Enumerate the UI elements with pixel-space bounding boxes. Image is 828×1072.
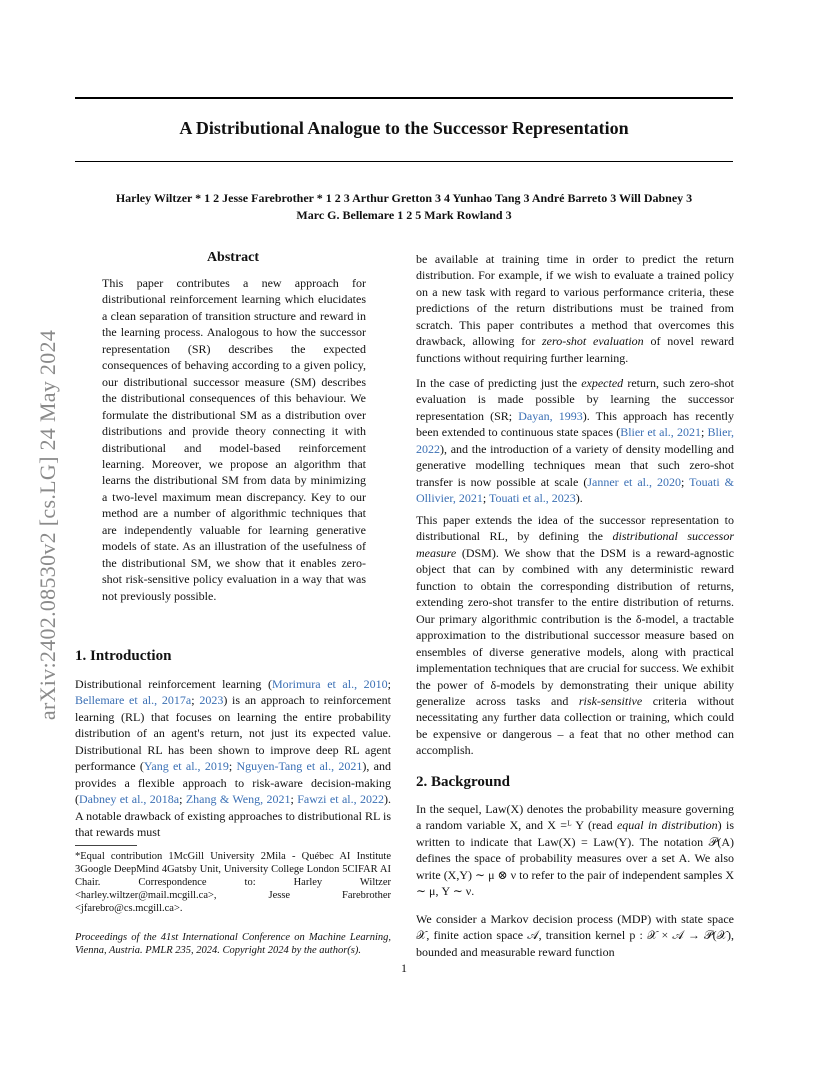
abstract-heading: Abstract (206, 250, 260, 265)
citation-link[interactable]: Touati & Ollivier, 2021 (416, 474, 735, 506)
arxiv-sidebar (35, 290, 60, 760)
author-list (60, 190, 748, 224)
right-paragraph-4: In the sequel, Law(X) denotes the probability measure governing a random variable X, and X =ᴸ Y (read equal in distribution) is written to indicate that Law(X) = Law(Y). The notation 𝒫(A) defines the space of probability measures over a set A. We also write (X,Y) ∼ μ ⊗ ν to refer to the pair of independent samples X ∼ μ, Y ∼ ν. (416, 802, 734, 899)
intro-heading: 1. Introduction (75, 648, 172, 664)
right-paragraph-1: be available at training time in order to predict the return distribution. For example, if we wish to evaluate a trained policy on a new task with regard to various performance criteria, these predictions of the return distributions must be trained from scratch. This paper contributes a method that overcomes this drawback, allowing for zero-shot evaluation of novel reward functions without requiring further learning. (416, 252, 735, 365)
proceedings-note: Proceedings of the 41st International Conference on Machine Learning, Vienna, Austria. PMLR 235, 2024. Copyright 2024 by the author(s). (75, 932, 391, 956)
citation-link[interactable]: Zhang & Weng, 2021 (185, 792, 291, 807)
author-line-2: Marc G. Bellemare 1 2 5 Mark Rowland 3 (296, 208, 512, 222)
citation-link[interactable]: Nguyen-Tang et al., 2021 (236, 759, 363, 774)
right-paragraph-3: This paper extends the idea of the successor representation to distributional RL, by defining the distributional successor measure (DSM). We show that the DSM is a reward-agnostic object that can by combined with any deterministic reward function to obtain the corresponding distribution of returns, extending zero-shot transfer to the entire distribution of returns. Our primary algorithmic contribution is the δ-model, a tractable approximation to the distributional successor measure based on ensembles of diverse generative models, along with practical implementation techniques that are crucial for success. We exhibit the power of δ-models by demonstrating their unique ability generalize across tasks and risk-sensitive criteria without necessitating any further data collection or training, which could be expensive or dangerous – a feat that no other method can accomplish. (416, 513, 734, 758)
title-bottom-rule (75, 161, 733, 162)
citation-link[interactable]: Morimura et al., 2010 (271, 677, 388, 691)
right-paragraph-2: In the case of predicting just the expected return, such zero-shot evaluation is made possible by learning the successor representation (SR; Dayan, 1993). This approach has recently been extended to continuous state spaces (Blier et al., 2021; Blier, 2022), and the introduction of a variety of density modelling and generative modelling techniques mean that such zero-shot transfer is now possible at scale (Janner et al., 2020; Touati & Ollivier, 2021; Touati et al., 2023). (416, 376, 735, 506)
background-heading: 2. Background (416, 774, 510, 790)
citation-link[interactable]: Blier et al., 2021 (620, 425, 701, 440)
footnote-affiliations: *Equal contribution 1McGill University 2Mila - Québec AI Institute 3Google DeepMind 4Gatsby Unit, University College London 5CIFAR AI Chair. Correspondence to: Harley Wiltzer <harley.wiltzer@mail.mcgill.ca>, Jesse Farebrother <jfarebro@cs.mcgill.ca>. (75, 851, 391, 914)
citation-link[interactable]: Dabney et al., 2018a (79, 792, 180, 807)
arxiv-stamp: arXiv:2402.08530v2 [cs.LG] 24 May 2024 (35, 329, 60, 721)
paper-title: A Distributional Analogue to the Successor Representation (179, 118, 629, 138)
right-paragraph-5: We consider a Markov decision process (MDP) with state space 𝒳, finite action space 𝒜, transition kernel p : 𝒳 × 𝒜 → 𝒫(𝒳), bounded and measurable reward function (416, 912, 734, 959)
citation-link[interactable]: Fawzi et al., 2022 (297, 792, 384, 807)
footnote-rule (75, 845, 137, 846)
citation-link[interactable]: Janner et al., 2020 (587, 474, 682, 489)
citation-link[interactable]: Dayan, 1993 (518, 408, 583, 423)
author-line-1: Harley Wiltzer * 1 2 Jesse Farebrother * 1 2 3 Arthur Gretton 3 4 Yunhao Tang 3 André Barreto 3 Will Dabney 3 (115, 191, 693, 205)
citation-link[interactable]: Yang et al., 2019 (143, 759, 229, 774)
citation-link[interactable]: Blier, 2022 (416, 425, 734, 456)
citation-link[interactable]: Bellemare et al., 2017a (75, 693, 192, 708)
title-top-rule (75, 97, 733, 99)
page-number: 1 (401, 961, 407, 975)
citation-link[interactable]: Touati et al., 2023 (488, 491, 576, 506)
citation-link[interactable]: 2023 (199, 693, 224, 708)
intro-paragraph: Distributional reinforcement learning (Morimura et al., 2010; Bellemare et al., 2017a; 2023) is an approach to reinforcement learning (RL) that focuses on learning the entire probability distribution of an agent's return, not just its expected value. Distributional RL has been shown to improve deep RL agent performance (Yang et al., 2019; Nguyen-Tang et al., 2021), and provides a flexible approach to risk-aware decision-making (Dabney et al., 2018a; Zhang & Weng, 2021; Fawzi et al., 2022). A notable drawback of existing approaches to distributional RL is that rewards must (75, 677, 392, 840)
abstract-text: This paper contributes a new approach for distributional reinforcement learning which elucidates a clean separation of transition structure and reward in the learning process. Analogous to how the successor representation (SR) describes the expected consequences of behaving according to a given policy, our distributional successor measure (SM) describes the distributional consequences of this behaviour. We formulate the distributional SM as a distribution over distributions and provide theory connecting it with distributional and model-based reinforcement learning. Moreover, we propose an algorithm that learns the distributional SM from data by minimizing a two-level maximum mean discrepancy. Key to our method are a number of algorithmic techniques that are independently valuable for learning generative models of state. As an illustration of the usefulness of the distributional SM, we show that it enables zero-shot risk-sensitive policy evaluation in a way that was not previously possible. (102, 276, 366, 603)
